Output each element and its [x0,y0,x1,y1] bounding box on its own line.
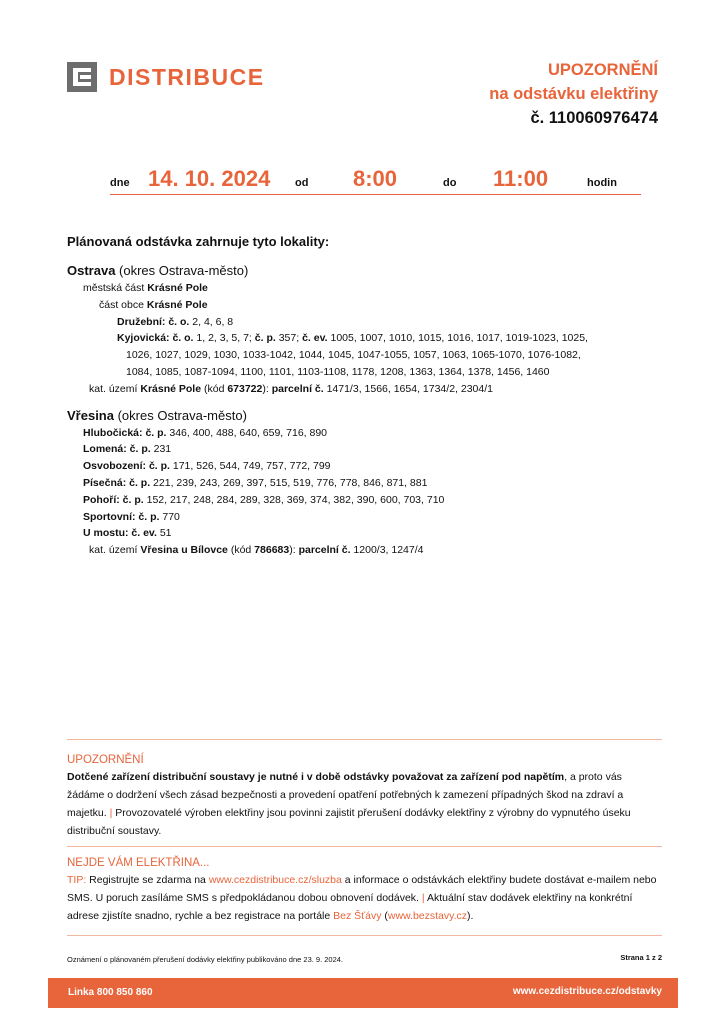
street-druzebni: Družební: č. o. 2, 4, 6, 8 [117,315,234,328]
page-number: Strana 1 z 2 [620,953,662,962]
location-vresina: Vřesina (okres Ostrava-město) [67,407,247,423]
heading-subtitle: na odstávku elektřiny [489,85,658,103]
divider [67,935,662,936]
no-power-text: TIP: Registrujte se zdarma na www.cezdistribuce.cz/sluzba a informace o odstávkách elektřiny budete dostávat e-mailem nebo SMS. U poruch zasíláme SMS s předpokládanou dobou obnovení dodávek. | Aktuální stav dodávek elektřiny na konkrétní adrese zjistíte snadno, rychle a bez registrace na portále Bez Šťávy (www.bezstavy.cz). [67,874,657,922]
location-ostrava: Ostrava (okres Ostrava-město) [67,263,249,278]
cez-logo-mark [67,62,97,92]
heading-title: UPOZORNĚNÍ [547,61,658,79]
street-row: Osvobození: č. p. 171, 526, 544, 749, 757, 772, 799 [83,460,331,473]
street-row: Pohoří: č. p. 152, 217, 248, 284, 289, 328, 369, 374, 382, 390, 600, 703, 710 [83,493,445,506]
dne-label: dne [110,177,130,189]
company-logo [67,62,265,92]
footer-bar [48,978,678,1008]
outage-to: 11:00 [493,166,549,191]
street-kyjovicka-cont-1: 1026, 1027, 1029, 1030, 1033-1042, 1044, 1045, 1047-1055, 1057, 1063, 1065-1070, 1076-1082, [126,349,581,362]
street-kyjovicka: Kyjovická: č. o. 1, 2, 3, 5, 7; č. p. 357; č. ev. 1005, 1007, 1010, 1015, 1016, 1017, 1019-1023, 1025, [117,332,588,345]
street-row: Písečná: č. p. 221, 239, 243, 269, 397, 515, 519, 776, 778, 846, 871, 881 [83,476,428,489]
street-row: Hlubočická: č. p. 346, 400, 488, 640, 659, 716, 890 [83,426,328,439]
published-note: Oznámení o plánovaném přerušení dodávky elektřiny publikováno dne 23. 9. 2024. [67,955,344,964]
no-power-title: NEJDE VÁM ELEKTŘINA... [67,857,210,869]
outage-from: 8:00 [353,166,398,191]
document-heading [489,58,658,131]
street-kyjovicka-cont-2: 1084, 1085, 1087-1094, 1100, 1101, 1103-1108, 1178, 1208, 1363, 1364, 1378, 1456, 1460 [126,365,550,378]
cast-obce: část obce Krásné Pole [99,298,208,311]
warning-text: Dotčené zařízení distribuční soustavy je nutné i v době odstávky považovat za zařízení pod napětím, a proto vás žádáme o dodržení všech zásad bezpečnosti a provedení opatření potřebných k zamezení případných škod na zdraví a majetku. | Provozovatelé výroben elektřiny jsou povinni zajistit přerušení dodávky elektřiny z výrobny do vypnutého úseku distribuční soustavy. [67,771,631,837]
warning-title: UPOZORNĚNÍ [67,754,144,766]
hodin-label: hodin [587,177,617,189]
brand-name: DISTRIBUCE [109,63,265,90]
od-label: od [295,177,309,189]
do-label: do [443,177,457,189]
locations-intro: Plánovaná odstávka zahrnuje tyto lokality: [67,234,330,249]
outage-time-line [110,164,641,195]
hotline: Linka 800 850 860 [68,987,153,998]
mestska-cast: městská část Krásné Pole [83,282,208,294]
street-row: Sportovní: č. p. 770 [83,510,180,523]
bezstavy-link[interactable]: www.bezstavy.cz [387,910,468,922]
kat-uzemi-vresina: kat. území Vřesina u Bílovce (kód 786683): parcelní č. 1200/3, 1247/4 [89,544,424,557]
locations-section [67,234,667,559]
street-row: U mostu: č. ev. 51 [83,527,172,540]
notice-block [67,739,662,936]
street-row: Lomená: č. p. 231 [83,443,172,456]
kat-uzemi-krasne-pole: kat. území Krásné Pole (kód 673722): parcelní č. 1471/3, 1566, 1654, 1734/2, 2304/1 [89,382,493,395]
notice-number: č. 110060976474 [530,109,658,127]
footer-web-link[interactable]: www.cezdistribuce.cz/odstavky [512,986,662,997]
outage-date: 14. 10. 2024 [148,166,271,191]
registration-link[interactable]: www.cezdistribuce.cz/sluzba [208,874,342,886]
divider [67,846,662,847]
